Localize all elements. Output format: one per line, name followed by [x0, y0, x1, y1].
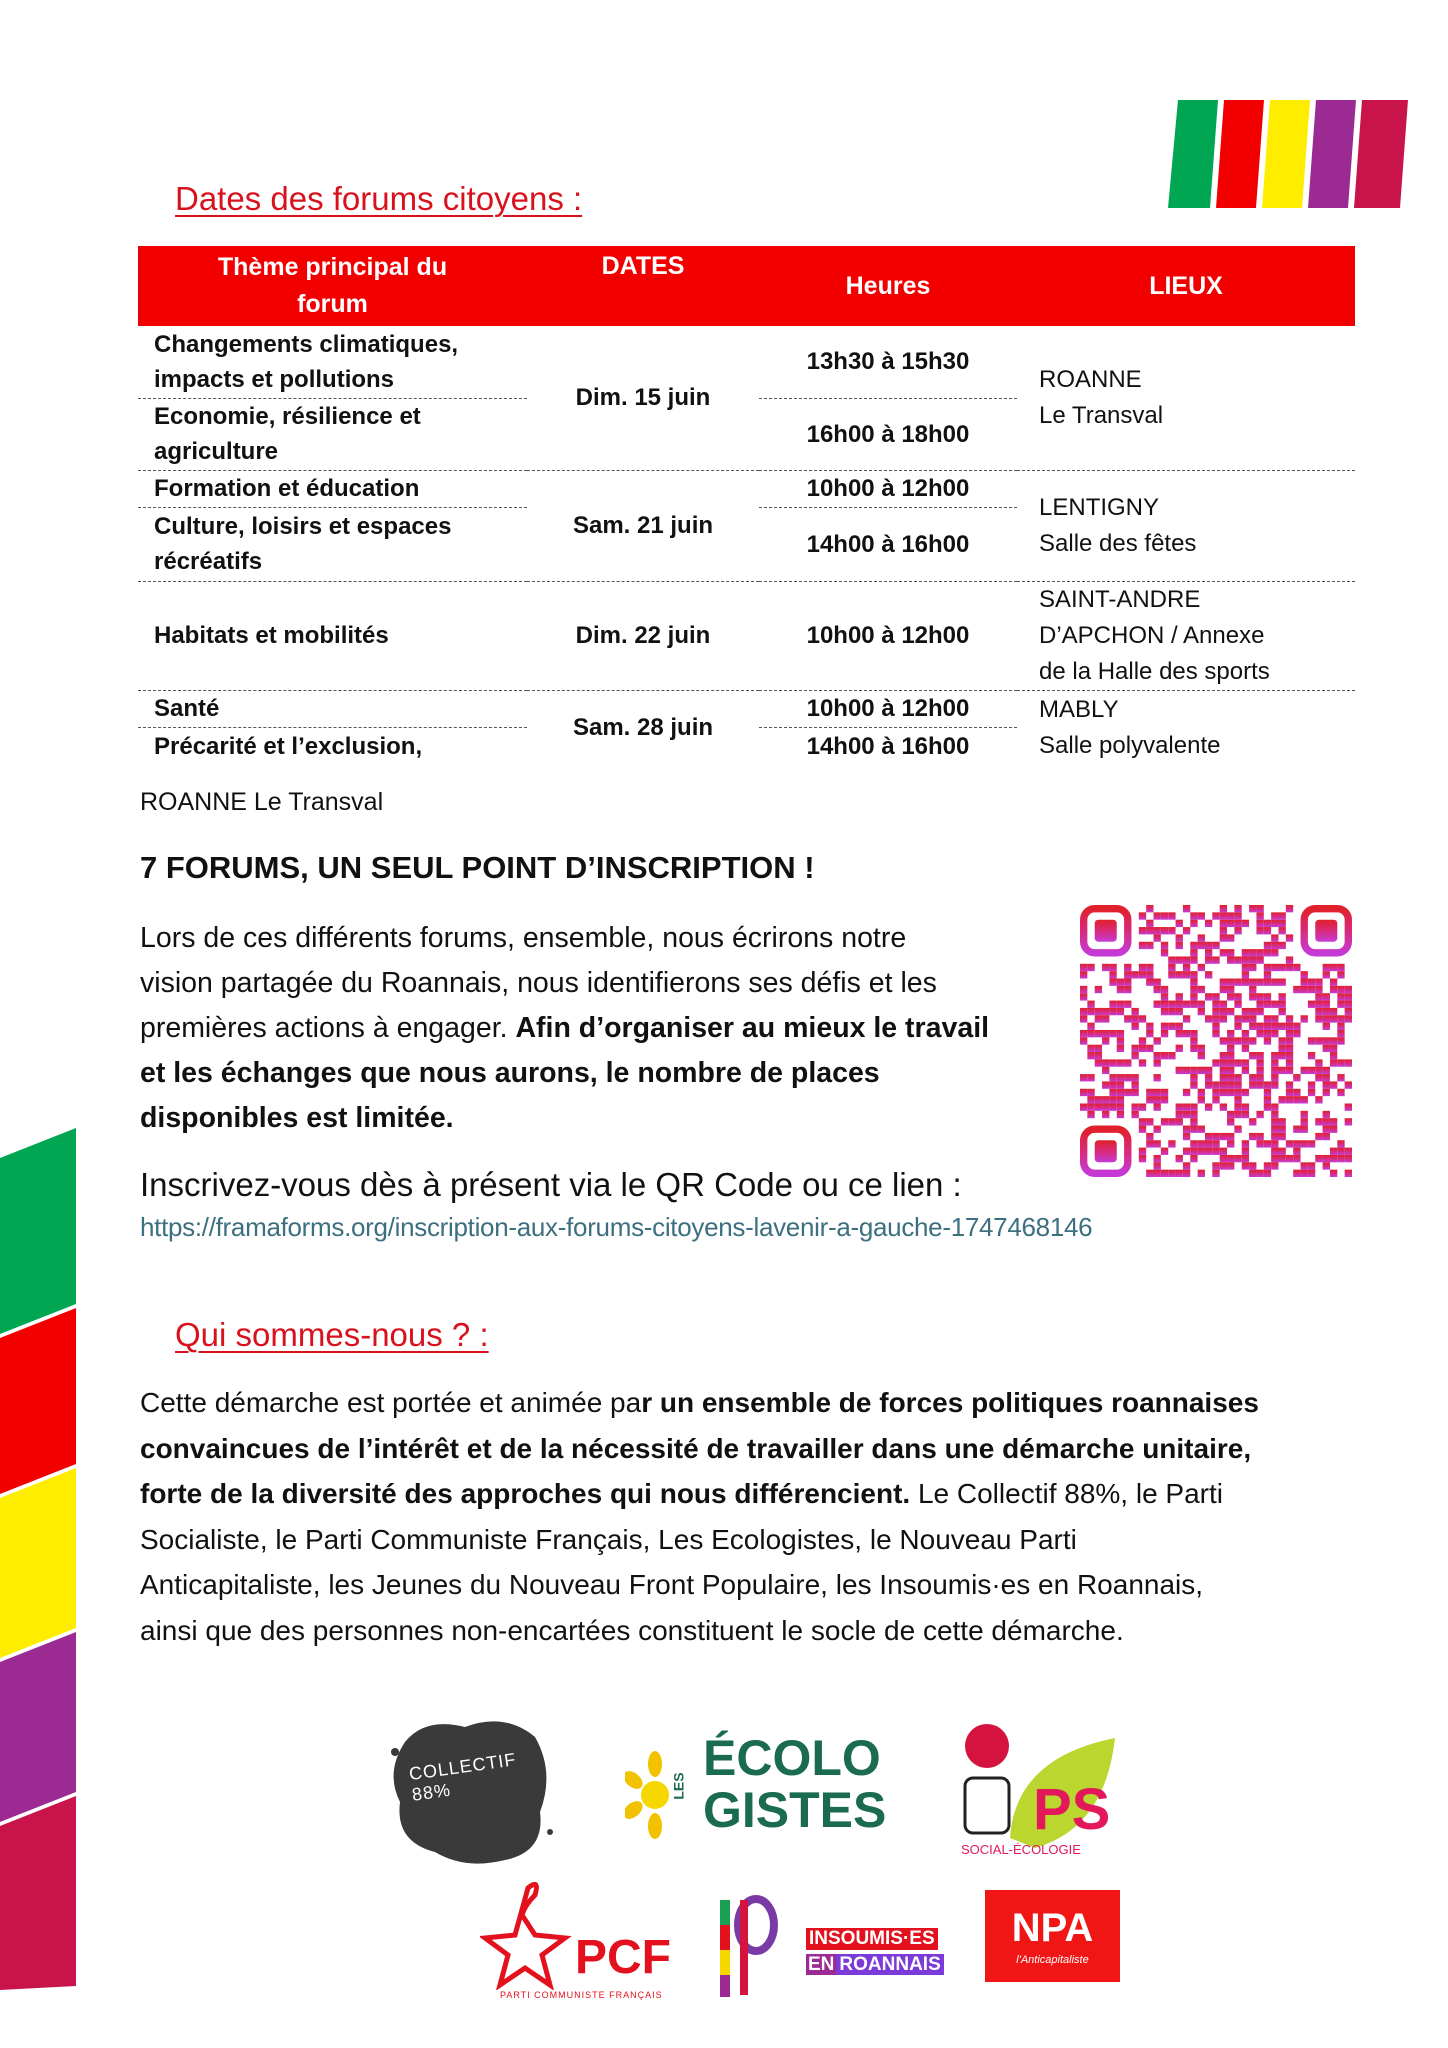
logo-ps [955, 1718, 1125, 1868]
logo-text [806, 1954, 944, 1976]
text-segment: premières actions à engager. [140, 1012, 516, 1044]
text-line: vision partagée du Roannais, nous identifierons ses défis et les [140, 967, 937, 999]
hours-cell: 14h00 à 16h00 [806, 732, 970, 760]
inscription-title: 7 FORUMS, UN SEUL POINT D’INSCRIPTION ! [140, 850, 815, 885]
col-header-dates: DATES [527, 246, 759, 326]
qr-code[interactable] [1079, 905, 1353, 1177]
place-cell [1017, 690, 1355, 765]
section-title-about: Qui sommes-nous ? : [175, 1316, 489, 1353]
theme-cell: Habitats et mobilités [138, 581, 527, 690]
hours-cell: 10h00 à 12h00 [759, 690, 1017, 727]
col-header-places: LIEUX [1017, 246, 1355, 326]
hours-cell: 16h00 à 18h00 [759, 398, 1017, 470]
text-line-bold: et les échanges que nous aurons, le nombre de places [140, 1057, 880, 1089]
place-name: LENTIGNY [1039, 493, 1160, 521]
signup-cta: Inscrivez-vous dès à présent via le QR Code ou ce lien : [140, 1166, 962, 1203]
theme-cell: Santé [138, 690, 527, 727]
place-cell [1017, 581, 1355, 690]
logo-text-part: ROANNAIS [836, 1954, 943, 1975]
logo-pcf [480, 1880, 680, 2005]
logo-text: SOCIAL-ÉCOLOGIE [961, 1842, 1081, 1857]
logo-text: COLLECTIF 88% [407, 1749, 518, 1805]
inscription-paragraph [140, 916, 989, 1141]
place-cell [1017, 470, 1355, 581]
logo-npa [985, 1890, 1120, 1982]
place-venue: D’APCHON / Annexe [1039, 621, 1265, 649]
text-line: Lors de ces différents forums, ensemble, nous écrirons notre [140, 922, 907, 954]
text-line: ainsi que des personnes non-encartées constituent le socle de cette démarche. [140, 1614, 1124, 1646]
logo-text-line: ÉCOLO [703, 1730, 881, 1786]
logo-insoumis-roannais [718, 1890, 948, 2000]
logo-text: PS [1033, 1777, 1111, 1842]
section-title-dates: Dates des forums citoyens : [175, 180, 583, 217]
logo-text-part: EN [808, 1954, 835, 1975]
text-line-bold: convaincues de l’intérêt et de la nécessité de travailler dans une démarche unitaire, [140, 1432, 1252, 1464]
text-segment-bold: forte de la diversité des approches qui nous différencient. [140, 1478, 911, 1509]
text-segment-bold: r un ensemble de forces politiques roannaises [641, 1387, 1259, 1418]
col-header-hours: Heures [759, 246, 1017, 326]
text-line: Socialiste, le Parti Communiste Français, Les Ecologistes, le Nouveau Parti [140, 1523, 1077, 1555]
date-cell: Dim. 15 juin [527, 326, 759, 470]
place-venue: Le Transval [1039, 401, 1164, 429]
date-cell: Sam. 28 juin [572, 714, 714, 742]
place-name: ROANNE [1039, 365, 1142, 393]
text-line-bold: disponibles est limitée. [140, 1102, 454, 1134]
text-segment-bold: Afin d’organiser au mieux le travail [515, 1012, 990, 1044]
date-cell: Sam. 21 juin [527, 470, 759, 581]
place-name: SAINT-ANDRE [1039, 585, 1201, 613]
text-line [140, 1471, 1259, 1517]
logo-text: PARTI COMMUNISTE FRANÇAIS [500, 1990, 663, 2000]
signup-link[interactable]: https://framaforms.org/inscription-aux-forums-citoyens-lavenir-a-gauche-1747468146 [140, 1212, 1093, 1242]
hours-cell: 10h00 à 12h00 [759, 470, 1017, 507]
hours-cell: 14h00 à 16h00 [759, 507, 1017, 581]
forums-table [138, 246, 1355, 765]
place-venue: Salle des fêtes [1039, 529, 1197, 557]
theme-cell: Culture, loisirs et espaces récréatifs [138, 507, 527, 581]
place-cell [1017, 326, 1355, 470]
text-line [140, 1006, 989, 1051]
logo-text [703, 1732, 886, 1836]
place-name: MABLY [1039, 695, 1119, 723]
place-venue: Salle polyvalente [1039, 731, 1221, 759]
side-color-band [0, 1128, 76, 1990]
date-cell: Dim. 22 juin [527, 581, 759, 690]
theme-cell: Changements climatiques, impacts et pollutions [138, 326, 527, 398]
text-segment: Cette démarche est portée et animée pa [140, 1387, 642, 1418]
logo-text: INSOUMIS·ES [806, 1928, 938, 1950]
theme-cell: Précarité et l’exclusion, [154, 732, 423, 760]
location-note: ROANNE Le Transval [140, 788, 384, 816]
col-header-theme: Thème principal du forum [138, 246, 527, 326]
text-segment: Le Collectif 88%, le Parti [910, 1478, 1223, 1509]
place-venue: de la Halle des sports [1039, 657, 1270, 685]
color-stripes-logo [1168, 100, 1412, 208]
hours-cell: 13h30 à 15h30 [759, 326, 1017, 398]
logo-text-line: GISTES [703, 1782, 887, 1838]
logo-text: PCF [575, 1931, 671, 1984]
theme-cell: Formation et éducation [138, 470, 527, 507]
theme-cell: Economie, résilience et agriculture [138, 398, 527, 470]
about-paragraph [140, 1380, 1259, 1653]
text-line: Anticapitaliste, les Jeunes du Nouveau Front Populaire, les Insoumis·es en Roannais, [140, 1569, 1204, 1600]
logo-text: l'Anticapitaliste [1016, 1954, 1089, 1966]
logo-les-ecologistes [625, 1730, 890, 1850]
logo-text: NPA [1011, 1906, 1094, 1950]
text-line [140, 1380, 1259, 1426]
logo-collectif-88 [385, 1712, 555, 1867]
hours-cell: 10h00 à 12h00 [759, 581, 1017, 690]
logo-text: LES [670, 1772, 687, 1800]
